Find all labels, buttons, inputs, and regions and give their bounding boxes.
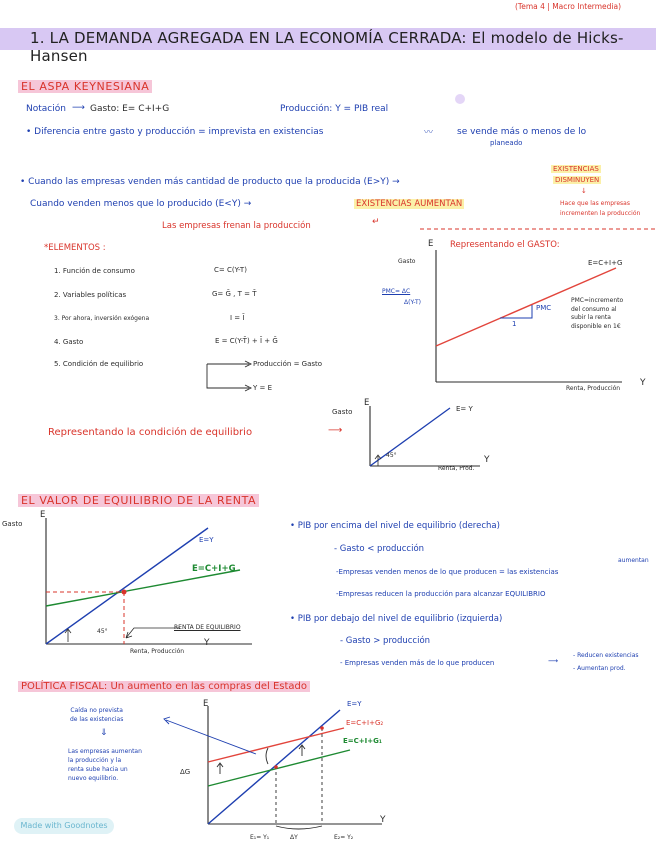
fiscal-e2-point	[320, 726, 324, 730]
fiscal-left-note-1	[70, 706, 123, 724]
graph-gasto-line-label: E=C+I+G	[588, 259, 623, 267]
above-item-2: -Empresas venden menos de lo que producen = las existencias	[336, 568, 559, 576]
difference-note-1: se vende más o menos de lo	[457, 127, 587, 137]
graph-gasto-y-label: Y	[640, 378, 646, 388]
angle-arrow-icon	[375, 455, 381, 466]
pmc-note	[571, 297, 623, 331]
pmc-formula-bottom: Δ(Y-T)	[404, 299, 422, 306]
section-heading-valor: EL VALOR DE EQUILIBRIO DE LA RENTA	[18, 494, 259, 507]
graph-equilibrio	[366, 406, 486, 472]
element-2-label: 2. Variables políticas	[54, 291, 127, 299]
equilibrium-caption: Representando la condición de equilibrio	[48, 427, 253, 438]
equilibrium-y-e: Y = E	[253, 384, 273, 392]
valor-line-ey-label: E=Y	[199, 536, 214, 544]
pointer-line	[166, 720, 256, 754]
element-3-formula: I = Ī	[230, 314, 245, 322]
sells-more-text: • Cuando las empresas venden más cantidad de producto que la producida (E>Y) →	[20, 177, 400, 187]
fiscal-e1-label: E₁= Y₁	[250, 834, 270, 841]
above-item-2-note: aumentan	[618, 557, 649, 564]
sells-less-text: Cuando venden menos que lo producido (E<Y) →	[30, 199, 252, 209]
fiscal-left-note-2	[68, 747, 142, 783]
fiscal-delta-g: ΔG	[180, 768, 191, 776]
equilibrium-branch-arrows	[205, 362, 255, 392]
graph-eq-x-label: Renta, Prod.	[438, 465, 475, 472]
existencias-aumentan-label: EXISTENCIAS AUMENTAN	[356, 199, 463, 209]
fiscal-e1-point	[274, 765, 278, 769]
graph-eq-y-label: Y	[484, 455, 490, 465]
notation-label: Notación	[26, 104, 66, 114]
above-item-1: - Gasto < producción	[334, 544, 425, 554]
pmc-note-line: disponible en 1€	[571, 322, 621, 330]
goodnotes-watermark: Made with Goodnotes	[14, 818, 114, 834]
pmc-note-line: PMC=incremento	[571, 297, 624, 304]
section-heading-aspa: EL ASPA KEYNESIANA	[18, 80, 152, 93]
fiscal-y-label: Y	[380, 815, 386, 825]
disminuyen-label: DISMINUYEN	[555, 176, 600, 184]
valor-angle: 45°	[97, 628, 108, 635]
fiscal-g1-line	[208, 750, 350, 786]
below-item-1: - Gasto > producción	[340, 636, 431, 646]
graph-gasto-axis-e: E	[428, 239, 434, 249]
course-tag: (Tema 4 | Macro Intermedia)	[515, 2, 622, 11]
gasto-equation: Gasto: E= C+I+G	[90, 104, 170, 114]
up-arrow-icon	[299, 745, 305, 756]
side-note-2: incrementen la producción	[560, 210, 641, 217]
graph-gasto-x-label: Renta, Producción	[566, 385, 621, 392]
above-title: • PIB por encima del nivel de equilibrio (derecha)	[290, 521, 500, 531]
elements-heading: *ELEMENTOS :	[44, 243, 106, 253]
down-arrow-icon: ↓	[581, 187, 587, 195]
arrow-icon: ⟶	[72, 103, 85, 113]
wave-icon: 〰	[424, 128, 434, 138]
below-note-1: - Reducen existencias	[573, 652, 639, 659]
page-title: 1. LA DEMANDA AGREGADA EN LA ECONOMÍA CERRADA: El modelo de Hicks-Hansen	[30, 29, 624, 65]
valor-line-exp-label: E=C+I+G	[192, 564, 236, 574]
element-5-label: 5. Condición de equilibrio	[54, 360, 144, 368]
dashed-separator	[420, 228, 656, 230]
pmc-step-one: 1	[512, 320, 517, 328]
fiscal-e2-label: E₂= Y₂	[334, 834, 354, 841]
fiscal-line-g2-label: E=C+I+G₂	[346, 719, 384, 727]
element-3-label: 3. Por ahora, inversión exógena	[54, 315, 150, 322]
pmc-note-line: del consumo al	[571, 305, 617, 313]
existencias-label: EXISTENCIAS	[553, 165, 599, 173]
fiscal-delta-y: ΔY	[290, 834, 298, 841]
valor-x-label: Renta, Producción	[130, 648, 185, 655]
element-1-label: 1. Función de consumo	[54, 267, 135, 275]
section-heading-fiscal: POLÍTICA FISCAL: Un aumento en las compras del Estado	[18, 681, 310, 692]
fiscal-45-line	[208, 710, 340, 824]
element-1-formula: C= C(Y-T)	[214, 266, 247, 274]
valor-y-label: Y	[204, 638, 210, 648]
graph-eq-angle: 45°	[386, 452, 397, 459]
brace-icon	[276, 826, 322, 829]
valor-eq-point	[122, 590, 127, 595]
below-title: • PIB por debajo del nivel de equilibrio (izquierda)	[290, 614, 503, 624]
purple-dot	[455, 94, 465, 104]
fiscal-axis-e: E	[203, 699, 209, 709]
difference-text: • Diferencia entre gasto y producción = imprevista en existencias	[26, 127, 324, 137]
produccion-equation: Producción: Y = PIB real	[280, 104, 389, 114]
element-4-formula: E = C(Y-T̄) + Ī + Ḡ	[215, 337, 278, 345]
equilibrium-production: Producción = Gasto	[253, 360, 323, 368]
brace-icon	[266, 748, 268, 764]
below-note-2: - Aumentan prod.	[573, 665, 626, 672]
valor-axis-label: Gasto	[2, 520, 23, 528]
right-arrow-icon: ⟶	[328, 425, 343, 436]
return-arrow-icon: ↵	[372, 217, 380, 227]
implies-arrow-icon: ⇓	[100, 728, 108, 738]
graph-gasto-axis-label: Gasto	[398, 258, 416, 265]
fiscal-line-ey-label: E=Y	[347, 700, 362, 708]
pmc-formula-top: PMC= ΔC	[382, 288, 411, 295]
pmc-step-label: PMC	[536, 304, 552, 312]
angle-arrow-icon	[65, 629, 71, 642]
element-2-formula: G= Ḡ , T = T̄	[212, 290, 257, 298]
valor-axis-e: E	[40, 510, 46, 520]
pmc-note-line: subir la renta	[571, 314, 611, 321]
brace-arrow-icon: ⟶	[548, 657, 559, 665]
element-4-label: 4. Gasto	[54, 338, 84, 346]
note-line: de las existencias	[70, 716, 124, 723]
note-line: Las empresas aumentan	[68, 748, 142, 755]
fiscal-line-g1-label: E=C+I+G₁	[343, 737, 382, 745]
eq-pointer-arrow-icon	[126, 628, 180, 638]
graph-eq-line-label: E= Y	[456, 405, 473, 413]
graph-eq-axis-label: Gasto	[332, 408, 353, 416]
graph-eq-axis-e: E	[364, 398, 370, 408]
side-note-1: Hace que las empresas	[560, 200, 630, 207]
graph-eq-45-line	[370, 408, 450, 466]
below-item-2: - Empresas venden más de lo que producen	[340, 659, 495, 667]
note-line: Caída no prevista	[70, 707, 123, 714]
note-line: la producción y la	[68, 757, 122, 764]
graph-gasto-title: Representando el GASTO:	[450, 240, 560, 250]
note-line: nuevo equilibrio.	[68, 775, 119, 782]
frenan-note: Las empresas frenan la producción	[162, 221, 311, 231]
difference-note-2: planeado	[490, 139, 523, 147]
above-item-3: -Empresas reducen la producción para alcanzar EQUILIBRIO	[336, 590, 546, 598]
up-arrow-icon	[217, 763, 223, 774]
note-line: renta sube hacia un	[68, 766, 128, 773]
valor-eq-label: RENTA DE EQUILIBRIO	[174, 624, 241, 631]
